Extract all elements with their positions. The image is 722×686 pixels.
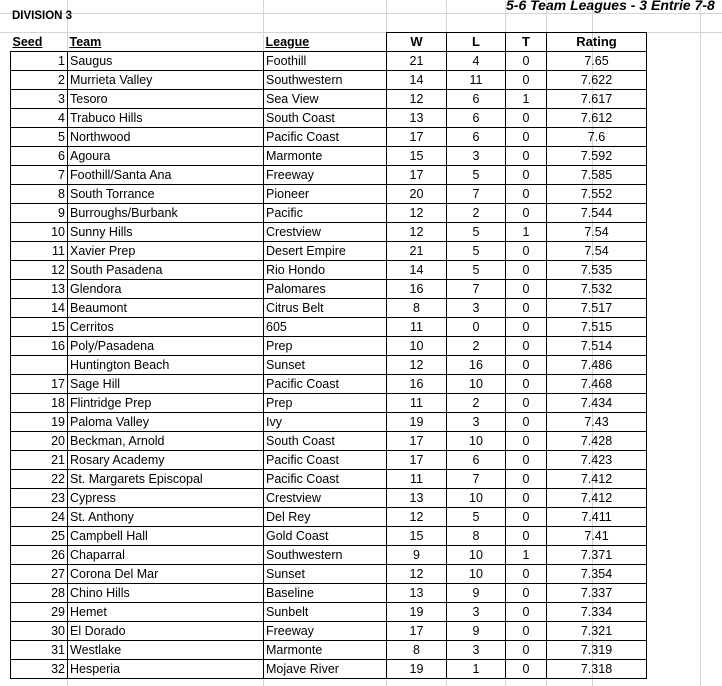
rating-cell[interactable]: 7.6 [547,128,647,147]
league-cell[interactable]: Palomares [264,280,387,299]
league-cell[interactable]: Freeway [264,622,387,641]
league-cell[interactable]: Pioneer [264,185,387,204]
league-cell[interactable]: Sunbelt [264,603,387,622]
team-cell[interactable]: Sage Hill [68,375,264,394]
wins-cell[interactable]: 16 [387,375,447,394]
rating-cell[interactable]: 7.318 [547,660,647,679]
table-row [11,318,647,337]
wins-cell[interactable]: 17 [387,166,447,185]
rating-cell[interactable]: 7.41 [547,527,647,546]
seed-cell[interactable]: 15 [11,318,68,337]
seed-cell[interactable]: 12 [11,261,68,280]
losses-cell[interactable]: 5 [447,508,506,527]
league-cell[interactable]: Marmonte [264,147,387,166]
team-cell[interactable]: South Pasadena [68,261,264,280]
league-cell[interactable]: Southwestern [264,546,387,565]
league-cell[interactable]: South Coast [264,432,387,451]
team-cell[interactable]: Burroughs/Burbank [68,204,264,223]
table-row [11,185,647,204]
rating-cell[interactable]: 7.532 [547,280,647,299]
league-cell[interactable]: Citrus Belt [264,299,387,318]
wins-cell[interactable]: 8 [387,299,447,318]
table-row [11,375,647,394]
seed-cell[interactable]: 28 [11,584,68,603]
wins-cell[interactable]: 13 [387,109,447,128]
losses-cell[interactable]: 10 [447,489,506,508]
wins-cell[interactable]: 17 [387,128,447,147]
seed-cell[interactable]: 18 [11,394,68,413]
losses-cell[interactable]: 10 [447,375,506,394]
team-cell[interactable]: Tesoro [68,90,264,109]
rating-cell[interactable]: 7.622 [547,71,647,90]
league-cell[interactable]: Prep [264,337,387,356]
wins-cell[interactable]: 12 [387,565,447,584]
seed-cell[interactable]: 11 [11,242,68,261]
table-row [11,432,647,451]
team-cell[interactable]: Trabuco Hills [68,109,264,128]
table-row [11,109,647,128]
table-row [11,299,647,318]
table-row [11,337,647,356]
ties-cell[interactable]: 0 [506,204,547,223]
league-cell[interactable]: Rio Hondo [264,261,387,280]
wins-cell[interactable]: 12 [387,223,447,242]
team-cell[interactable]: Saugus [68,52,264,71]
table-row [11,280,647,299]
ties-cell[interactable]: 0 [506,432,547,451]
team-cell[interactable]: Hemet [68,603,264,622]
rating-cell[interactable]: 7.612 [547,109,647,128]
losses-cell[interactable]: 5 [447,242,506,261]
seed-cell[interactable]: 22 [11,470,68,489]
team-cell[interactable]: Glendora [68,280,264,299]
losses-cell[interactable]: 0 [447,318,506,337]
ties-cell[interactable]: 0 [506,147,547,166]
seed-cell[interactable]: 27 [11,565,68,584]
team-cell[interactable]: Flintridge Prep [68,394,264,413]
team-cell[interactable]: Sunny Hills [68,223,264,242]
team-cell[interactable]: Campbell Hall [68,527,264,546]
seed-cell[interactable]: 20 [11,432,68,451]
seed-cell[interactable]: 1 [11,52,68,71]
column-header-team[interactable]: Team [68,33,264,52]
wins-cell[interactable]: 9 [387,546,447,565]
ties-cell[interactable]: 0 [506,337,547,356]
losses-cell[interactable]: 10 [447,432,506,451]
team-cell[interactable]: Cypress [68,489,264,508]
team-cell[interactable]: South Torrance [68,185,264,204]
table-row [11,128,647,147]
rating-cell[interactable]: 7.412 [547,470,647,489]
league-cell[interactable]: Pacific Coast [264,375,387,394]
losses-cell[interactable]: 3 [447,603,506,622]
losses-cell[interactable]: 7 [447,280,506,299]
seed-cell[interactable]: 2 [11,71,68,90]
ties-cell[interactable]: 0 [506,109,547,128]
losses-cell[interactable]: 5 [447,223,506,242]
team-cell[interactable]: Poly/Pasadena [68,337,264,356]
league-cell[interactable]: Foothill [264,52,387,71]
wins-cell[interactable]: 14 [387,71,447,90]
wins-cell[interactable]: 13 [387,489,447,508]
seed-cell[interactable]: 3 [11,90,68,109]
rating-cell[interactable]: 7.428 [547,432,647,451]
ties-cell[interactable]: 0 [506,299,547,318]
rating-cell[interactable]: 7.337 [547,584,647,603]
rating-cell[interactable]: 7.423 [547,451,647,470]
rating-cell[interactable]: 7.65 [547,52,647,71]
ties-cell[interactable]: 0 [506,660,547,679]
ties-cell[interactable]: 0 [506,584,547,603]
header-row [11,33,647,52]
league-cell[interactable]: South Coast [264,109,387,128]
seed-cell[interactable]: 5 [11,128,68,147]
losses-cell[interactable]: 4 [447,52,506,71]
sheet-banner-title[interactable]: 5-6 Team Leagues - 3 Entrie 7-8 [506,0,715,13]
ties-cell[interactable]: 0 [506,565,547,584]
table-row [11,394,647,413]
wins-cell[interactable]: 12 [387,90,447,109]
seed-cell[interactable]: 32 [11,660,68,679]
rating-cell[interactable]: 7.54 [547,223,647,242]
wins-cell[interactable]: 14 [387,261,447,280]
ties-cell[interactable]: 0 [506,128,547,147]
losses-cell[interactable]: 10 [447,565,506,584]
losses-cell[interactable]: 9 [447,584,506,603]
seed-cell[interactable]: 21 [11,451,68,470]
wins-cell[interactable]: 21 [387,52,447,71]
seed-cell[interactable]: 29 [11,603,68,622]
losses-cell[interactable]: 2 [447,394,506,413]
column-header-ties[interactable]: T [506,33,547,52]
table-row [11,52,647,71]
losses-cell[interactable]: 8 [447,527,506,546]
losses-cell[interactable]: 11 [447,71,506,90]
seed-cell[interactable] [11,356,68,375]
seed-cell[interactable]: 7 [11,166,68,185]
ties-cell[interactable]: 0 [506,527,547,546]
wins-cell[interactable]: 19 [387,603,447,622]
ties-cell[interactable]: 0 [506,413,547,432]
table-row [11,166,647,185]
rating-cell[interactable]: 7.592 [547,147,647,166]
rating-cell[interactable]: 7.43 [547,413,647,432]
ties-cell[interactable]: 0 [506,318,547,337]
league-cell[interactable]: Pacific Coast [264,470,387,489]
table-row [11,451,647,470]
column-header-seed[interactable]: Seed [11,33,68,52]
rating-cell[interactable]: 7.434 [547,394,647,413]
losses-cell[interactable]: 6 [447,128,506,147]
ties-cell[interactable]: 0 [506,470,547,489]
league-cell[interactable]: Pacific Coast [264,128,387,147]
losses-cell[interactable]: 10 [447,546,506,565]
team-cell[interactable]: Murrieta Valley [68,71,264,90]
seed-cell[interactable]: 9 [11,204,68,223]
rating-cell[interactable]: 7.535 [547,261,647,280]
rating-cell[interactable]: 7.517 [547,299,647,318]
league-cell[interactable]: Marmonte [264,641,387,660]
losses-cell[interactable]: 6 [447,109,506,128]
league-cell[interactable]: Pacific Coast [264,451,387,470]
losses-cell[interactable]: 3 [447,299,506,318]
losses-cell[interactable]: 3 [447,413,506,432]
wins-cell[interactable]: 12 [387,508,447,527]
league-cell[interactable]: Sunset [264,565,387,584]
league-cell[interactable]: Southwestern [264,71,387,90]
ties-cell[interactable]: 0 [506,185,547,204]
losses-cell[interactable]: 16 [447,356,506,375]
ties-cell[interactable]: 0 [506,394,547,413]
team-cell[interactable]: Beckman, Arnold [68,432,264,451]
wins-cell[interactable]: 17 [387,451,447,470]
team-cell[interactable]: Foothill/Santa Ana [68,166,264,185]
ties-cell[interactable]: 0 [506,52,547,71]
rating-cell[interactable]: 7.515 [547,318,647,337]
league-cell[interactable]: Mojave River [264,660,387,679]
seed-cell[interactable]: 14 [11,299,68,318]
team-cell[interactable]: Chino Hills [68,584,264,603]
wins-cell[interactable]: 11 [387,318,447,337]
ties-cell[interactable]: 0 [506,603,547,622]
table-row [11,546,647,565]
column-header-wins[interactable]: W [387,33,447,52]
wins-cell[interactable]: 19 [387,660,447,679]
wins-cell[interactable]: 20 [387,185,447,204]
wins-cell[interactable]: 11 [387,394,447,413]
rating-cell[interactable]: 7.468 [547,375,647,394]
standings-body [11,52,647,679]
table-row [11,261,647,280]
losses-cell[interactable]: 2 [447,204,506,223]
rating-cell[interactable]: 7.617 [547,90,647,109]
team-cell[interactable]: Hesperia [68,660,264,679]
losses-cell[interactable]: 5 [447,166,506,185]
table-row [11,489,647,508]
wins-cell[interactable]: 21 [387,242,447,261]
losses-cell[interactable]: 5 [447,261,506,280]
league-cell[interactable]: Baseline [264,584,387,603]
table-row [11,71,647,90]
team-cell[interactable]: Rosary Academy [68,451,264,470]
ties-cell[interactable]: 1 [506,546,547,565]
table-row [11,147,647,166]
table-row [11,603,647,622]
team-cell[interactable]: Agoura [68,147,264,166]
league-cell[interactable]: Crestview [264,223,387,242]
seed-cell[interactable]: 31 [11,641,68,660]
seed-cell[interactable]: 25 [11,527,68,546]
league-cell[interactable]: Pacific [264,204,387,223]
table-row [11,565,647,584]
league-cell[interactable]: Ivy [264,413,387,432]
wins-cell[interactable]: 12 [387,356,447,375]
wins-cell[interactable]: 17 [387,432,447,451]
rating-cell[interactable]: 7.354 [547,565,647,584]
table-row [11,622,647,641]
ties-cell[interactable]: 0 [506,375,547,394]
rating-cell[interactable]: 7.321 [547,622,647,641]
team-cell[interactable]: Chaparral [68,546,264,565]
table-row [11,584,647,603]
team-cell[interactable]: El Dorado [68,622,264,641]
seed-cell[interactable]: 26 [11,546,68,565]
table-row [11,641,647,660]
team-cell[interactable]: St. Margarets Episcopal [68,470,264,489]
league-cell[interactable]: Crestview [264,489,387,508]
team-cell[interactable]: Westlake [68,641,264,660]
league-cell[interactable]: 605 [264,318,387,337]
losses-cell[interactable]: 1 [447,660,506,679]
ties-cell[interactable]: 1 [506,90,547,109]
table-row [11,470,647,489]
wins-cell[interactable]: 12 [387,204,447,223]
rating-cell[interactable]: 7.552 [547,185,647,204]
table-row [11,527,647,546]
team-cell[interactable]: Beaumont [68,299,264,318]
table-row [11,660,647,679]
seed-cell[interactable]: 24 [11,508,68,527]
ties-cell[interactable]: 0 [506,261,547,280]
wins-cell[interactable]: 16 [387,280,447,299]
table-row [11,242,647,261]
league-cell[interactable]: Desert Empire [264,242,387,261]
rating-cell[interactable]: 7.411 [547,508,647,527]
losses-cell[interactable]: 7 [447,185,506,204]
standings-table [10,32,647,679]
rating-cell[interactable]: 7.371 [547,546,647,565]
seed-cell[interactable]: 13 [11,280,68,299]
rating-cell[interactable]: 7.319 [547,641,647,660]
gridline [700,0,701,686]
losses-cell[interactable]: 7 [447,470,506,489]
league-cell[interactable]: Sea View [264,90,387,109]
seed-cell[interactable]: 17 [11,375,68,394]
losses-cell[interactable]: 3 [447,641,506,660]
wins-cell[interactable]: 19 [387,413,447,432]
rating-cell[interactable]: 7.486 [547,356,647,375]
league-cell[interactable]: Gold Coast [264,527,387,546]
team-cell[interactable]: Paloma Valley [68,413,264,432]
wins-cell[interactable]: 10 [387,337,447,356]
losses-cell[interactable]: 6 [447,90,506,109]
seed-cell[interactable]: 6 [11,147,68,166]
ties-cell[interactable]: 0 [506,622,547,641]
losses-cell[interactable]: 9 [447,622,506,641]
league-cell[interactable]: Freeway [264,166,387,185]
wins-cell[interactable]: 13 [387,584,447,603]
ties-cell[interactable]: 0 [506,641,547,660]
table-row [11,356,647,375]
table-row [11,223,647,242]
league-cell[interactable]: Sunset [264,356,387,375]
ties-cell[interactable]: 0 [506,508,547,527]
team-cell[interactable]: Huntington Beach [68,356,264,375]
wins-cell[interactable]: 8 [387,641,447,660]
wins-cell[interactable]: 17 [387,622,447,641]
wins-cell[interactable]: 15 [387,147,447,166]
seed-cell[interactable]: 8 [11,185,68,204]
table-row [11,204,647,223]
league-cell[interactable]: Del Rey [264,508,387,527]
rating-cell[interactable]: 7.334 [547,603,647,622]
seed-cell[interactable]: 4 [11,109,68,128]
table-row [11,508,647,527]
ties-cell[interactable]: 0 [506,489,547,508]
column-header-rating[interactable]: Rating [547,33,647,52]
column-header-league[interactable]: League [264,33,387,52]
seed-cell[interactable]: 16 [11,337,68,356]
seed-cell[interactable]: 23 [11,489,68,508]
losses-cell[interactable]: 6 [447,451,506,470]
ties-cell[interactable]: 0 [506,166,547,185]
wins-cell[interactable]: 15 [387,527,447,546]
ties-cell[interactable]: 1 [506,223,547,242]
team-cell[interactable]: Xavier Prep [68,242,264,261]
losses-cell[interactable]: 2 [447,337,506,356]
team-cell[interactable]: St. Anthony [68,508,264,527]
wins-cell[interactable]: 11 [387,470,447,489]
losses-cell[interactable]: 3 [447,147,506,166]
ties-cell[interactable]: 0 [506,280,547,299]
seed-cell[interactable]: 19 [11,413,68,432]
ties-cell[interactable]: 0 [506,356,547,375]
rating-cell[interactable]: 7.54 [547,242,647,261]
rating-cell[interactable]: 7.412 [547,489,647,508]
rating-cell[interactable]: 7.544 [547,204,647,223]
team-cell[interactable]: Northwood [68,128,264,147]
division-title[interactable]: DIVISION 3 [12,10,73,22]
rating-cell[interactable]: 7.514 [547,337,647,356]
team-cell[interactable]: Cerritos [68,318,264,337]
league-cell[interactable]: Prep [264,394,387,413]
ties-cell[interactable]: 0 [506,451,547,470]
rating-cell[interactable]: 7.585 [547,166,647,185]
table-row [11,413,647,432]
seed-cell[interactable]: 10 [11,223,68,242]
team-cell[interactable]: Corona Del Mar [68,565,264,584]
ties-cell[interactable]: 0 [506,242,547,261]
seed-cell[interactable]: 30 [11,622,68,641]
ties-cell[interactable]: 0 [506,71,547,90]
table-row [11,90,647,109]
column-header-losses[interactable]: L [447,33,506,52]
